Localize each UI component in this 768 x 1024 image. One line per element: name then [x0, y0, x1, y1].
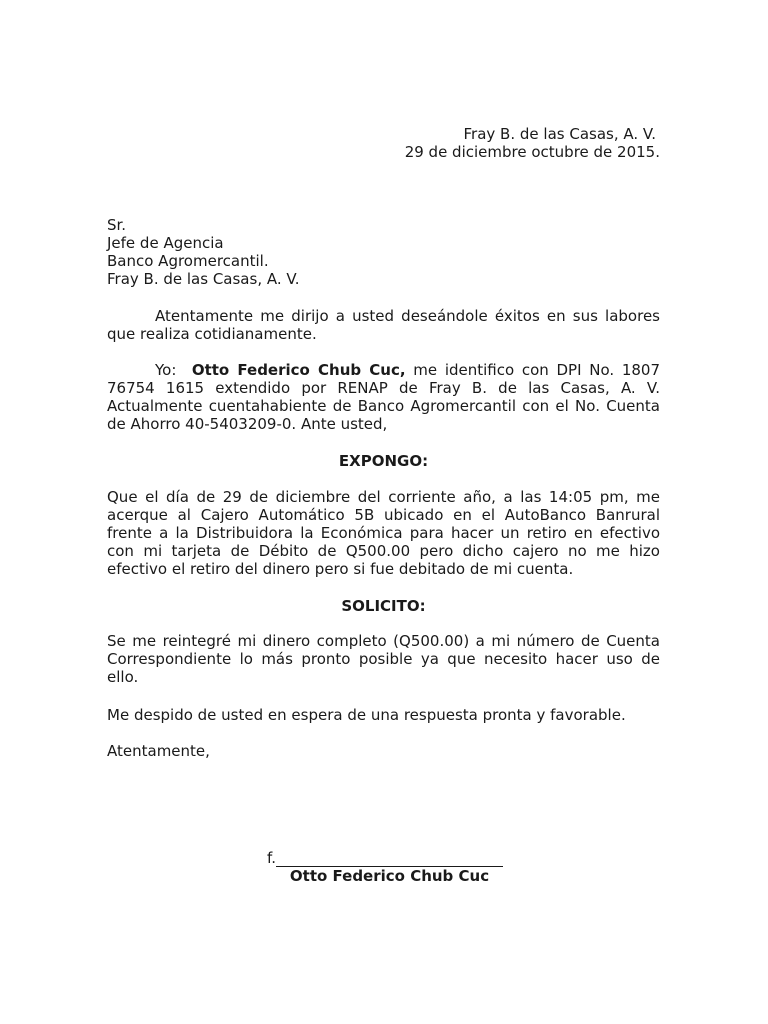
- solicito-line-2: Correspondiente lo más pronto posible ya que necesito hacer uso de: [107, 650, 660, 668]
- intro-line-4: de Ahorro 40-5403209-0. Ante usted,: [107, 415, 388, 433]
- recipient-location: Fray B. de las Casas, A. V.: [107, 270, 300, 288]
- sender-name: Otto Federico Chub Cuc,: [191, 361, 406, 379]
- solicito-heading: SOLICITO:: [341, 597, 426, 615]
- intro-line-1-rest: me identifico con DPI No. 1807: [405, 361, 661, 379]
- recipient-title: Sr.: [107, 216, 127, 234]
- solicito-line-1: Se me reintegré mi dinero completo (Q500.00) a mi número de Cuenta: [107, 632, 660, 650]
- farewell-paragraph: [107, 706, 660, 724]
- recipient-block: [107, 216, 660, 288]
- expongo-line-5: efectivo el retiro del dinero pero si fue debitado de mi cuenta.: [107, 560, 574, 578]
- closing-text: Atentamente,: [107, 742, 210, 760]
- expongo-line-4: con mi tarjeta de Débito de Q500.00 pero dicho cajero no me hizo: [107, 542, 660, 560]
- letter-header: [107, 125, 660, 161]
- header-place: Fray B. de las Casas, A. V.: [463, 125, 656, 143]
- recipient-position: Jefe de Agencia: [107, 234, 224, 252]
- signature-name: Otto Federico Chub Cuc: [289, 867, 490, 885]
- expongo-line-1: Que el día de 29 de diciembre del corriente año, a las 14:05 pm, me: [107, 488, 660, 506]
- expongo-heading: EXPONGO:: [338, 452, 429, 470]
- expongo-line-3: frente a la Distribuidora la Económica para hacer un retiro en efectivo: [107, 524, 660, 542]
- intro-line-1: [107, 361, 660, 379]
- intro-line-2: 76754 1615 extendido por RENAP de Fray B. de las Casas, A. V.: [107, 379, 660, 397]
- signature-prefix: f.: [267, 849, 276, 867]
- greeting-line-2: que realiza cotidianamente.: [107, 325, 317, 343]
- greeting-line-1: Atentamente me dirijo a usted deseándole éxitos en sus labores: [155, 307, 660, 325]
- expongo-paragraph: [107, 488, 660, 578]
- intro-prefix: Yo:: [155, 361, 192, 379]
- greeting-paragraph: [107, 307, 660, 343]
- intro-paragraph: [107, 361, 660, 433]
- farewell-text: Me despido de usted en espera de una respuesta pronta y favorable.: [107, 706, 626, 724]
- expongo-line-2: acerque al Cajero Automático 5B ubicado en el AutoBanco Banrural: [107, 506, 660, 524]
- header-date: 29 de diciembre octubre de 2015.: [404, 143, 660, 161]
- recipient-bank: Banco Agromercantil.: [107, 252, 269, 270]
- closing-paragraph: [107, 742, 660, 760]
- intro-line-3: Actualmente cuentahabiente de Banco Agromercantil con el No. Cuenta: [107, 397, 660, 415]
- solicito-line-3: ello.: [107, 668, 139, 686]
- solicito-paragraph: [107, 632, 660, 686]
